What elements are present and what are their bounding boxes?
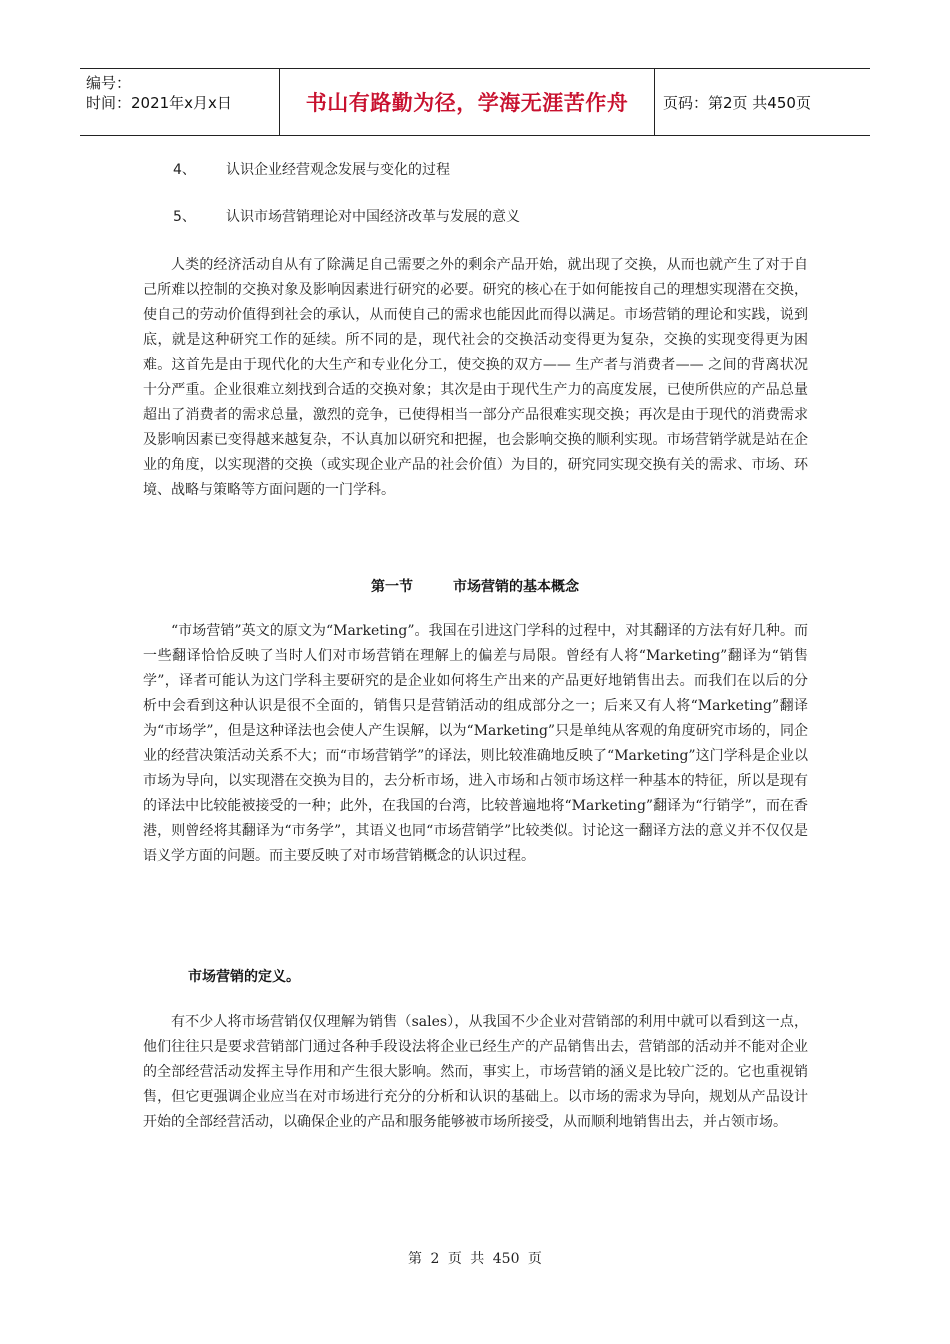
section-paragraph: “市场营销”英文的原文为“Marketing”。我国在引进这门学科的过程中，对其翻译的方法有好几种。而一些翻译恰恰反映了当时人们对市场营销在理解上的偏差与局限。曾经有人将“Marketing”翻译为“销售学”，译者可能认为这门学科主要研究的是企业如何将生产出来的产品更好地销售出去。而我们在以后的分析中会看到这种认识是很不全面的，销售只是营销活动的组成部分之一；后来又有人将“Marketing”翻译为“市场学”，但是这种译法也会使人产生误解，以为“Marketing”只是单纯从客观的角度研究市场的，同企业的经营决策活动关系不大；而“市场营销学”的译法，则比较准确地反映了“Marketing”这门学科是企业以市场为导向，以实现潜在交换为目的，去分析市场，进入市场和占领市场这样一种基本的特征，所以是现有的译法中比较能被接受的一种；此外，在我国的台湾，比较普遍地将“Marketing”翻译为“行销学”，而在香港，则曾经将其翻译为“市务学”，其语义也同“市场营销学”比较类似。讨论这一翻译方法的意义并不仅仅是语义学方面的问题。而主要反映了对市场营销概念的认识过程。 [143, 623, 808, 864]
document-date: 时间：2021年x月x日 [86, 94, 232, 112]
section-heading [0, 576, 950, 596]
list-item [173, 160, 450, 180]
header-motto: 书山有路勤为径，学海无涯苦作舟 [280, 69, 655, 135]
section-number: 第一节 [371, 579, 413, 595]
definition-paragraph: 有不少人将市场营销仅仅理解为销售（sales），从我国不少企业对营销部的利用中就可以看到这一点，他们往往只是要求营销部门通过各种手段设法将企业已经生产的产品销售出去，营销部的活动并不能对企业的全部经营活动发挥主导作用和产生很大影响。然而，事实上，市场营销的涵义是比较广泛的。它也重视销售，但它更强调企业应当在对市场进行充分的分析和认识的基础上。以市场的需求为导向，规划从产品设计开始的全部经营活动，以确保企业的产品和服务能够被市场所接受，从而顺利地销售出去，并占领市场。 [143, 1014, 808, 1130]
definition-heading: 市场营销的定义。 [188, 969, 300, 985]
list-item-text: 认识市场营销理论对中国经济改革与发展的意义 [226, 209, 520, 225]
list-item [173, 207, 520, 227]
intro-paragraph: 人类的经济活动自从有了除满足自己需要之外的剩余产品开始，就出现了交换，从而也就产生了对于自己所难以控制的交换对象及影响因素进行研究的必要。研究的核心在于如何能按自己的理想实现潜在交换，使自己的劳动价值得到社会的承认，从而使自己的需求也能因此而得以满足。市场营销的理论和实践，说到底，就是这种研究工作的延续。所不同的是，现代社会的交换活动变得更为复杂，交换的实现变得更为困难。这首先是由于现代化的大生产和专业化分工，使交换的双方—— 生产者与消费者—— 之间的背离状况十分严重。企业很难立刻找到合适的交换对象；其次是由于现代生产力的高度发展，已使所供应的产品总量超出了消费者的需求总量，激烈的竞争，已使得相当一部分产品很难实现交换；再次是由于现代的消费需求及影响因素已变得越来越复杂，不认真加以研究和把握，也会影响交换的顺利实现。市场营销学就是站在企业的角度，以实现潜的交换（或实现企业产品的社会价值）为目的，研究同实现交换有关的需求、市场、环境、战略与策略等方面问题的一门学科。 [143, 257, 808, 498]
list-item-number: 4、 [173, 162, 196, 178]
page-footer: 第 2 页 共 450 页 [408, 1251, 542, 1267]
section-title: 市场营销的基本概念 [453, 579, 579, 595]
header-page-info: 页码：第2页 共450页 [663, 93, 811, 112]
header-left-cell [80, 69, 280, 135]
page-header [80, 68, 870, 136]
list-item-number: 5、 [173, 209, 196, 225]
list-item-text: 认识企业经营观念发展与变化的过程 [226, 162, 450, 178]
document-code-label: 编号： [86, 74, 132, 92]
